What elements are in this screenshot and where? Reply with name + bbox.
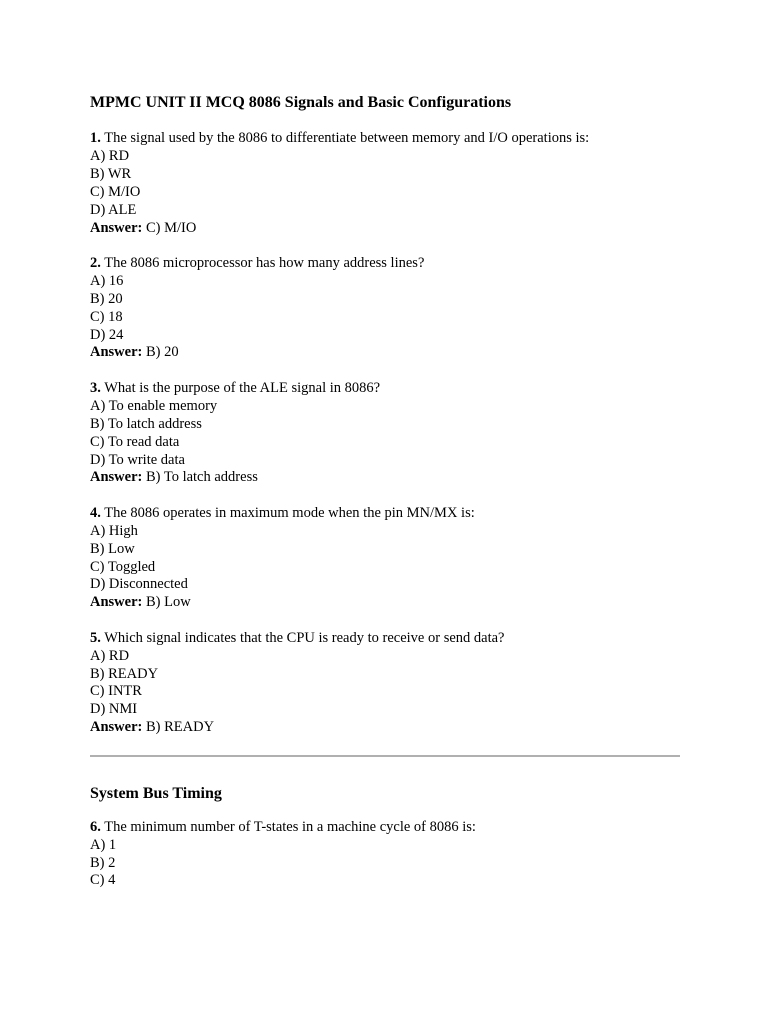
question-text: The signal used by the 8086 to differentiate between memory and I/O operations is:	[104, 130, 590, 146]
option-d: D) To write data	[90, 451, 185, 468]
question-text: What is the purpose of the ALE signal in 8086?	[104, 379, 381, 396]
question-stem	[90, 380, 680, 398]
question-6	[90, 819, 680, 891]
option-c: C) Toggled	[90, 558, 156, 575]
question-stem	[90, 505, 680, 523]
question-number: 5.	[90, 629, 101, 646]
document-page	[90, 92, 680, 908]
option-a: A) 1	[90, 836, 117, 853]
document-title: MPMC UNIT II MCQ 8086 Signals and Basic Configurations	[90, 94, 512, 111]
option-b: B) To latch address	[90, 415, 202, 432]
option-b: B) Low	[90, 540, 135, 557]
option-c: C) 4	[90, 872, 116, 889]
option-a: A) RD	[90, 647, 130, 664]
answer-label: Answer:	[90, 594, 143, 611]
question-2	[90, 255, 680, 362]
answer-label: Answer:	[90, 344, 143, 361]
option-a: A) High	[90, 522, 138, 539]
option-c: C) 18	[90, 308, 123, 325]
question-number: 2.	[90, 254, 101, 271]
question-number: 4.	[90, 504, 101, 521]
question-number: 6.	[90, 818, 101, 835]
answer-line	[90, 344, 680, 362]
question-number: 3.	[90, 379, 101, 396]
option-a: A) To enable memory	[90, 397, 218, 414]
option-a: A) RD	[90, 147, 130, 164]
question-text: Which signal indicates that the CPU is ready to receive or send data?	[104, 629, 505, 646]
answer-value: B) To latch address	[145, 469, 258, 486]
question-number: 1.	[90, 130, 101, 146]
question-text: The 8086 operates in maximum mode when the pin MN/MX is:	[104, 504, 475, 521]
section-title: System Bus Timing	[90, 784, 222, 802]
question-stem	[90, 630, 680, 648]
option-a: A) 16	[90, 272, 124, 289]
answer-line	[90, 469, 680, 487]
answer-value: B) READY	[145, 719, 215, 736]
answer-label: Answer:	[90, 219, 143, 236]
answer-value: B) 20	[145, 344, 179, 361]
question-3	[90, 380, 680, 487]
answer-label: Answer:	[90, 719, 143, 736]
horizontal-divider	[90, 755, 680, 757]
answer-label: Answer:	[90, 469, 143, 486]
option-b: B) READY	[90, 665, 159, 682]
question-1	[90, 130, 680, 237]
answer-value: B) Low	[145, 594, 191, 611]
question-4	[90, 505, 680, 612]
option-d: D) Disconnected	[90, 576, 188, 593]
question-stem	[90, 819, 680, 837]
option-d: D) ALE	[90, 201, 137, 218]
option-b: B) WR	[90, 165, 132, 182]
question-5	[90, 630, 680, 737]
option-b: B) 2	[90, 854, 116, 871]
option-c: C) To read data	[90, 433, 180, 450]
option-c: C) M/IO	[90, 183, 141, 200]
answer-line	[90, 594, 680, 612]
option-c: C) INTR	[90, 683, 142, 700]
question-stem	[90, 255, 680, 273]
question-stem	[90, 130, 680, 148]
question-text: The minimum number of T-states in a machine cycle of 8086 is:	[104, 818, 476, 835]
answer-line	[90, 220, 680, 238]
answer-value: C) M/IO	[145, 219, 197, 236]
answer-line	[90, 719, 680, 737]
question-text: The 8086 microprocessor has how many address lines?	[104, 254, 425, 271]
option-d: D) 24	[90, 326, 124, 343]
option-b: B) 20	[90, 290, 123, 307]
option-d: D) NMI	[90, 701, 138, 718]
